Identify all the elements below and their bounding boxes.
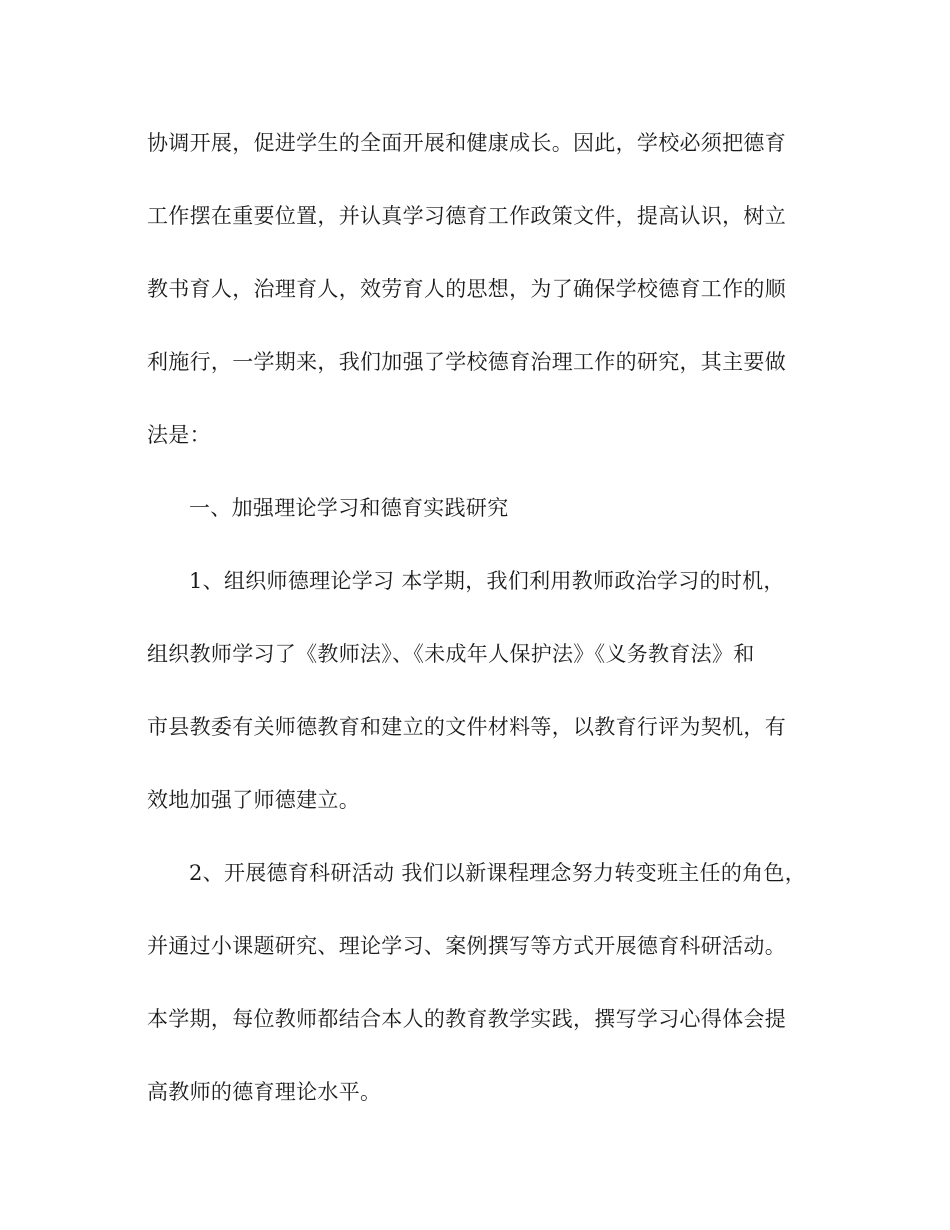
paragraph-line: 利施行，一学期来，我们加强了学校德育治理工作的研究，其主要做 xyxy=(147,350,786,374)
paragraph-line: 1、组织师德理论学习 本学期，我们利用教师政治学习的时机， xyxy=(189,569,785,593)
paragraph-line: 工作摆在重要位置，并认真学习德育工作政策文件，提高认识，树立 xyxy=(147,204,786,228)
paragraph-line: 协调开展，促进学生的全面开展和健康成长。因此，学校必须把德育 xyxy=(147,131,786,155)
paragraph-line: 效地加强了师德建立。 xyxy=(147,788,360,812)
paragraph-line: 市县教委有关师德教育和建立的文件材料等，以教育行评为契机，有 xyxy=(147,715,786,739)
paragraph-line: 并通过小课题研究、理论学习、案例撰写等方式开展德育科研活动。 xyxy=(147,934,786,958)
paragraph-line: 本学期，每位教师都结合本人的教育教学实践，撰写学习心得体会提 xyxy=(147,1007,786,1031)
paragraph-line: 教书育人，治理育人，效劳育人的思想，为了确保学校德育工作的顺 xyxy=(147,277,786,301)
section-heading: 一、加强理论学习和德育实践研究 xyxy=(189,496,509,520)
paragraph-line: 高教师的德育理论水平。 xyxy=(147,1080,382,1104)
paragraph-line: 组织教师学习了《教师法》、《未成年人保护法》《义务教育法》和 xyxy=(147,642,755,666)
document-body xyxy=(147,118,807,1140)
paragraph-line: 2、开展德育科研活动 我们以新课程理念努力转变班主任的角色， xyxy=(189,861,807,885)
paragraph-line: 法是： xyxy=(147,423,211,447)
